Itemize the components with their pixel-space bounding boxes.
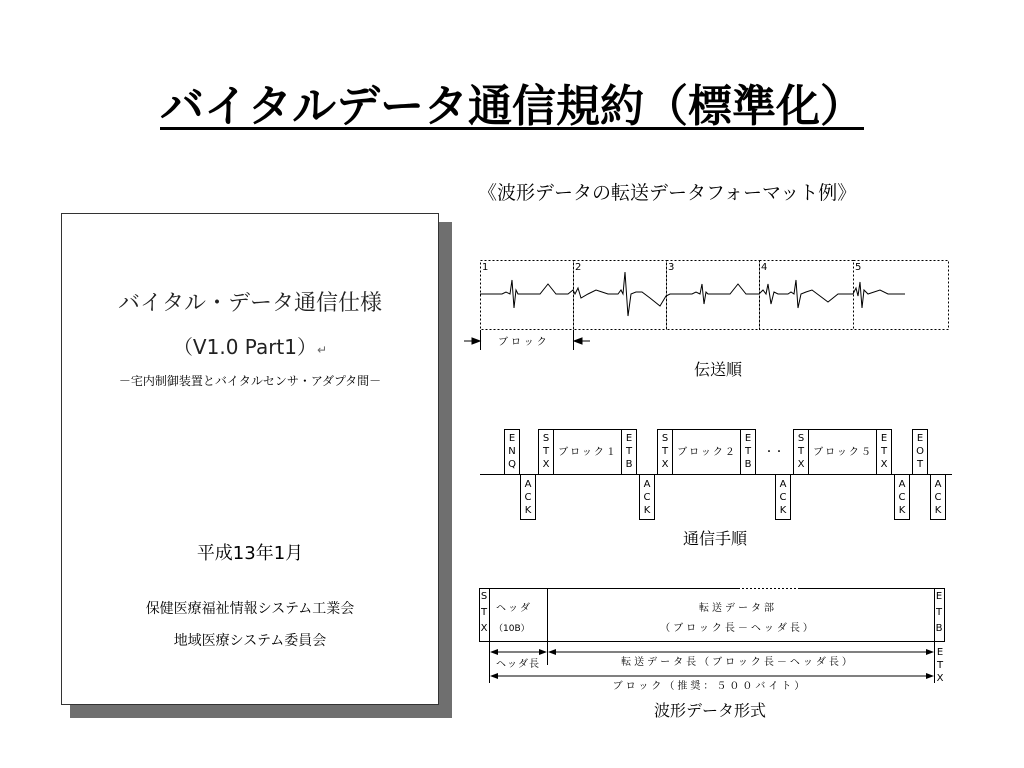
etx-char-3: X [880, 459, 888, 470]
arrow-right-icon [539, 649, 547, 655]
ack2-char-2: C [643, 492, 651, 503]
ack3-char-2: C [779, 492, 787, 503]
document-organization-1: 保健医療福祉情報システム工業会 [145, 601, 355, 617]
data-part-formula: （ブロック長－ヘッダ長） [660, 623, 816, 634]
etb2-char-2: T [744, 446, 752, 457]
block-5-label: ブロック５ [813, 447, 873, 458]
data-length-label: 転送データ長（ブロック長－ヘッダ長） [621, 657, 855, 668]
header-label: ヘッダ [496, 603, 532, 614]
ack3-char-3: K [779, 505, 787, 516]
etb2-char-1: E [744, 433, 752, 444]
stx2-char-2: T [661, 446, 669, 457]
enq-char-2: N [508, 446, 516, 457]
stx1-char-1: S [542, 433, 550, 444]
slide-title: バイタルデータ通信規約（標準化） [160, 81, 864, 132]
block-number-5: 5 [855, 262, 862, 273]
data-part-label: 転送データ部 [699, 603, 777, 614]
enq-char-1: E [508, 433, 516, 444]
stx1-char-3: X [542, 459, 550, 470]
communication-protocol-caption: 通信手順 [682, 529, 748, 548]
ack-codes [525, 479, 942, 516]
etb2-char-3: B [744, 459, 752, 470]
transmission-order-diagram [460, 250, 960, 385]
ack5-char-3: K [934, 505, 942, 516]
block-number-1: 1 [482, 262, 489, 273]
stx2-char-3: X [661, 459, 669, 470]
block-number-3: 3 [668, 262, 675, 273]
block-1-label: ブロック１ [558, 447, 618, 458]
waveform-format-diagram [460, 585, 960, 735]
etx-char-2: T [936, 660, 944, 671]
stx-char-1: S [480, 591, 488, 602]
arrow-left-icon [574, 338, 582, 344]
etb1-char-1: E [625, 433, 633, 444]
ack4-char-3: K [898, 505, 906, 516]
document-date: 平成13年1月 [196, 543, 304, 564]
enq-char-3: Q [508, 459, 516, 470]
ack1-char-1: A [524, 479, 532, 490]
ack3-char-1: A [779, 479, 787, 490]
stx2-char-1: S [661, 433, 669, 444]
block-numbers [482, 262, 861, 273]
eot-char-3: T [916, 459, 924, 470]
ack2-char-3: K [643, 505, 651, 516]
etb1-char-3: B [625, 459, 633, 470]
header-size: （10B） [494, 624, 530, 634]
stx5-char-1: S [797, 433, 805, 444]
etx-char-1: E [880, 433, 888, 444]
block-labels [558, 446, 873, 458]
document-cover [61, 213, 439, 705]
stx5-char-2: T [797, 446, 805, 457]
etx-char-1: E [936, 647, 944, 658]
etb-char-1: E [935, 591, 943, 602]
ack5-char-2: C [934, 492, 942, 503]
eot-char-2: O [916, 446, 924, 457]
etb-char-2: T [935, 607, 943, 618]
arrow-right-icon [926, 649, 934, 655]
block-frames [481, 261, 949, 330]
ack4-char-1: A [898, 479, 906, 490]
arrow-right-icon [926, 673, 934, 679]
communication-protocol-diagram [460, 425, 960, 553]
ack5-char-1: A [934, 479, 942, 490]
etx-code [936, 647, 944, 684]
block-frame-5 [854, 261, 949, 330]
document-organization-2: 地域医療システム委員会 [173, 633, 327, 649]
document-version-text: （V1.0 Part1） [172, 335, 317, 359]
ack-frames [521, 475, 946, 520]
header-length-label: ヘッダ長 [496, 659, 540, 670]
return-mark-icon: ↵ [317, 343, 328, 357]
block-2-label: ブロック２ [677, 447, 737, 458]
etb-char-3: B [935, 623, 943, 634]
block-frame-1 [481, 261, 574, 330]
block-frame-2 [574, 261, 667, 330]
stx-code [480, 591, 488, 634]
ack1-char-3: K [524, 505, 532, 516]
document-title: バイタル・データ通信仕様 [117, 291, 382, 316]
ellipsis: ・・ [764, 447, 784, 458]
block-length-label: ブロック（推奨：５００バイト） [612, 681, 808, 692]
format-heading: 《波形データの転送データフォーマット例》 [478, 182, 857, 204]
arrow-left-icon [490, 649, 498, 655]
arrow-left-icon [490, 673, 498, 679]
etx-char-2: T [880, 446, 888, 457]
ack2-char-1: A [643, 479, 651, 490]
etb-code [935, 591, 943, 634]
transmission-order-caption: 伝送順 [693, 360, 743, 379]
document-version [62, 331, 438, 360]
ecg-waveform [480, 272, 905, 316]
waveform-format-caption: 波形データ形式 [653, 701, 767, 720]
document-subtitle: －宅内制御装置とバイタルセンサ・アダプタ間－ [118, 374, 382, 388]
stx-char-2: T [480, 607, 488, 618]
block-length-label: ブロック [498, 337, 550, 348]
block-number-4: 4 [761, 262, 768, 273]
ack4-char-2: C [898, 492, 906, 503]
ack1-char-2: C [524, 492, 532, 503]
etb1-char-2: T [625, 446, 633, 457]
stx1-char-2: T [542, 446, 550, 457]
block-frame-3 [667, 261, 760, 330]
eot-char-1: E [916, 433, 924, 444]
block-number-2: 2 [575, 262, 582, 273]
stx-char-3: X [480, 623, 488, 634]
stx5-char-3: X [797, 459, 805, 470]
arrow-right-icon [472, 338, 480, 344]
etx-char-3: X [936, 673, 944, 684]
arrow-left-icon [548, 649, 556, 655]
